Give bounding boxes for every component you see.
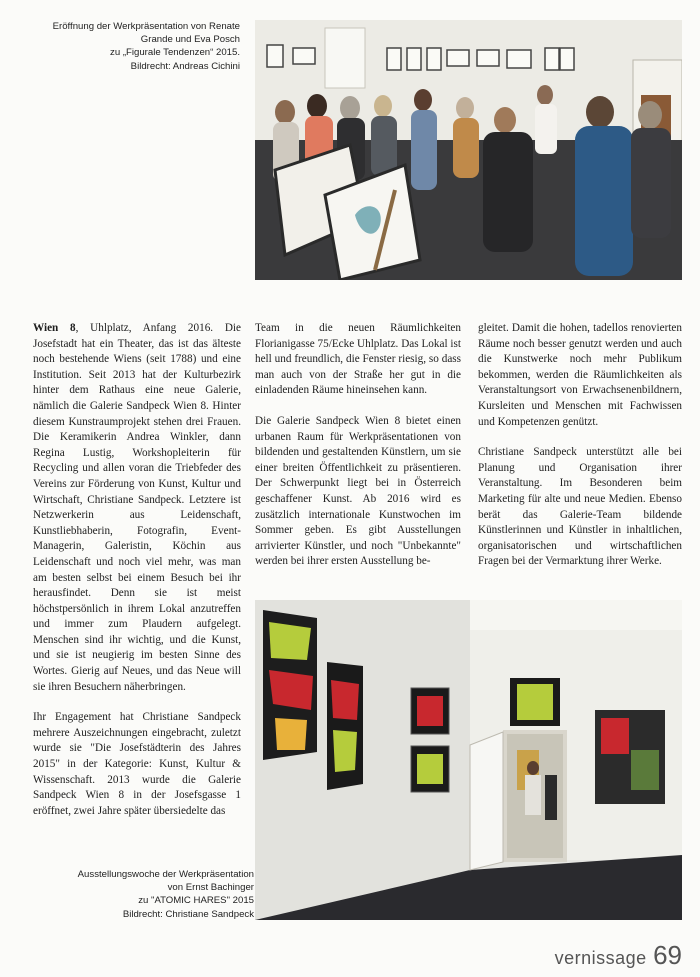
caption-line: Eröffnung der Werkpräsentation von Renate xyxy=(52,21,240,32)
photo-caption-bottom xyxy=(30,868,254,921)
article-paragraph: Die Galerie Sandpeck Wien 8 bietet einen urbanen Raum für Werkpräsentationen von bildenden und gestaltenden Künstlern, um sie einer breiten Öffentlichkeit zu präsentieren. Der Schwerpunkt liegt bei in Österreich geschaffener Kunst. Ab 2016 wird es zusätzlich internationale Kunstwochen im Sommer geben. Es gibt Ausstellungen arrivierter Künstler, und noch "Unbekannte" werden bei ihrer ersten Ausstellung be- xyxy=(255,414,461,568)
article-paragraph: gleitet. Damit die hohen, tadellos renovierten Räume noch besser genutzt werden und auch die Kunstwerke noch mehr Publikum bekommen, werden die Räumlichkeiten als Veranstaltungsort von Erwachsenenbildnern, Kursleiten und Menschen mit Fachwissen und Kompetenzen genützt. xyxy=(478,322,682,428)
gallery-exhibition-illustration xyxy=(255,600,682,920)
opening-crowd-illustration xyxy=(255,20,682,280)
gallery-exhibition-photo xyxy=(255,600,682,920)
article-lead-location: Wien 8 xyxy=(33,322,76,334)
article-text: , Uhlplatz, Anfang 2016. Die Josefstadt hat ein Theater, das ist das älteste noch bestehende Wiens (seit 1788) und eine Institution. Seit 2013 hat der Kulturbezirk hinter dem Rathaus eine neue Galerie, nämlich die Galerie Sandpeck Wien 8. Hinter diesem Kunstraumprojekt stehen drei Frauen. Die Keramikerin Andrea Winkler, dann Regina Lustig, Workshopleiterin für Recycling und allen voran die Triebfeder des Vereins zur Förderung von Kunst, Kultur und Wirtschaft, Christiane Sandpeck. Letztere ist Netzwerkerin aus Leidenschaft, Kunstliebhaberin, Fotografin, Event-Managerin, Galeristin, Köchin aus Leidenschaft und noch viel mehr, was man am besten selbst bei einem Besuch bei ihr herausfindet. Denn sie ist meist höchstpersönlich in ihrem Lokal anzutreffen und immer zum Plaudern aufgelegt. Menschen sind ihr wichtig, und die Kunst, und sie ist neugierig im besten Sinne des Wortes. Gierig auf Neues, und das Neue will sie ihren Besuchern näherbringen. xyxy=(33,322,241,693)
caption-line: von Ernst Bachinger xyxy=(167,882,254,894)
article-paragraph xyxy=(33,321,241,695)
article-paragraph: Ihr Engagement hat Christiane Sandpeck mehrere Auszeichnungen eingebracht, zuletzt wurde sie "Die Josefstädterin des Jahres 2015" in der Kategorie: Kunst, Kultur & Wissenschaft. 2013 wurde die Galerie Sandpeck Wien 8 in der Josefsgasse 1 eröffnet, zwei Jahre später übersiedelte das xyxy=(33,711,241,817)
caption-line: zu "ATOMIC HARES" 2015 xyxy=(138,895,254,907)
caption-line: Ausstellungswoche der Werkpräsentation xyxy=(77,869,254,880)
caption-line: Bildrecht: Christiane Sandpeck xyxy=(122,908,254,920)
caption-line: Grande und Eva Posch xyxy=(140,34,240,46)
caption-line: Bildrecht: Andreas Cichini xyxy=(130,60,240,72)
article-column-2 xyxy=(255,321,461,585)
page-footer xyxy=(555,940,682,971)
article-column-3 xyxy=(478,321,682,585)
article-paragraph: Christiane Sandpeck unterstützt alle bei Planung und Organisation ihrer Veranstaltung. Im Besonderen beim Marketing für alte und neue Medien. Ebenso berät das Galerie-Team bildende Künstlerinnen und Künstler in inhaltlichen, organisatorischen und wirtschaftlichen Fragen bei der Vermarktung ihrer Werke. xyxy=(478,446,682,568)
caption-line: zu „Figurale Tendenzen“ 2015. xyxy=(110,47,240,59)
page-number: 69 xyxy=(653,940,682,970)
article-column-1 xyxy=(33,321,241,834)
photo-caption-top xyxy=(30,20,240,73)
magazine-name: vernissage xyxy=(554,948,647,968)
opening-crowd-photo xyxy=(255,20,682,280)
article-paragraph: Team in die neuen Räumlichkeiten Florianigasse 75/Ecke Uhlplatz. Das Lokal ist hell und freundlich, die Fenster riesig, so dass man auch von der Straße her gut in die einladenden Räume hineinsehen kann. xyxy=(255,322,461,397)
